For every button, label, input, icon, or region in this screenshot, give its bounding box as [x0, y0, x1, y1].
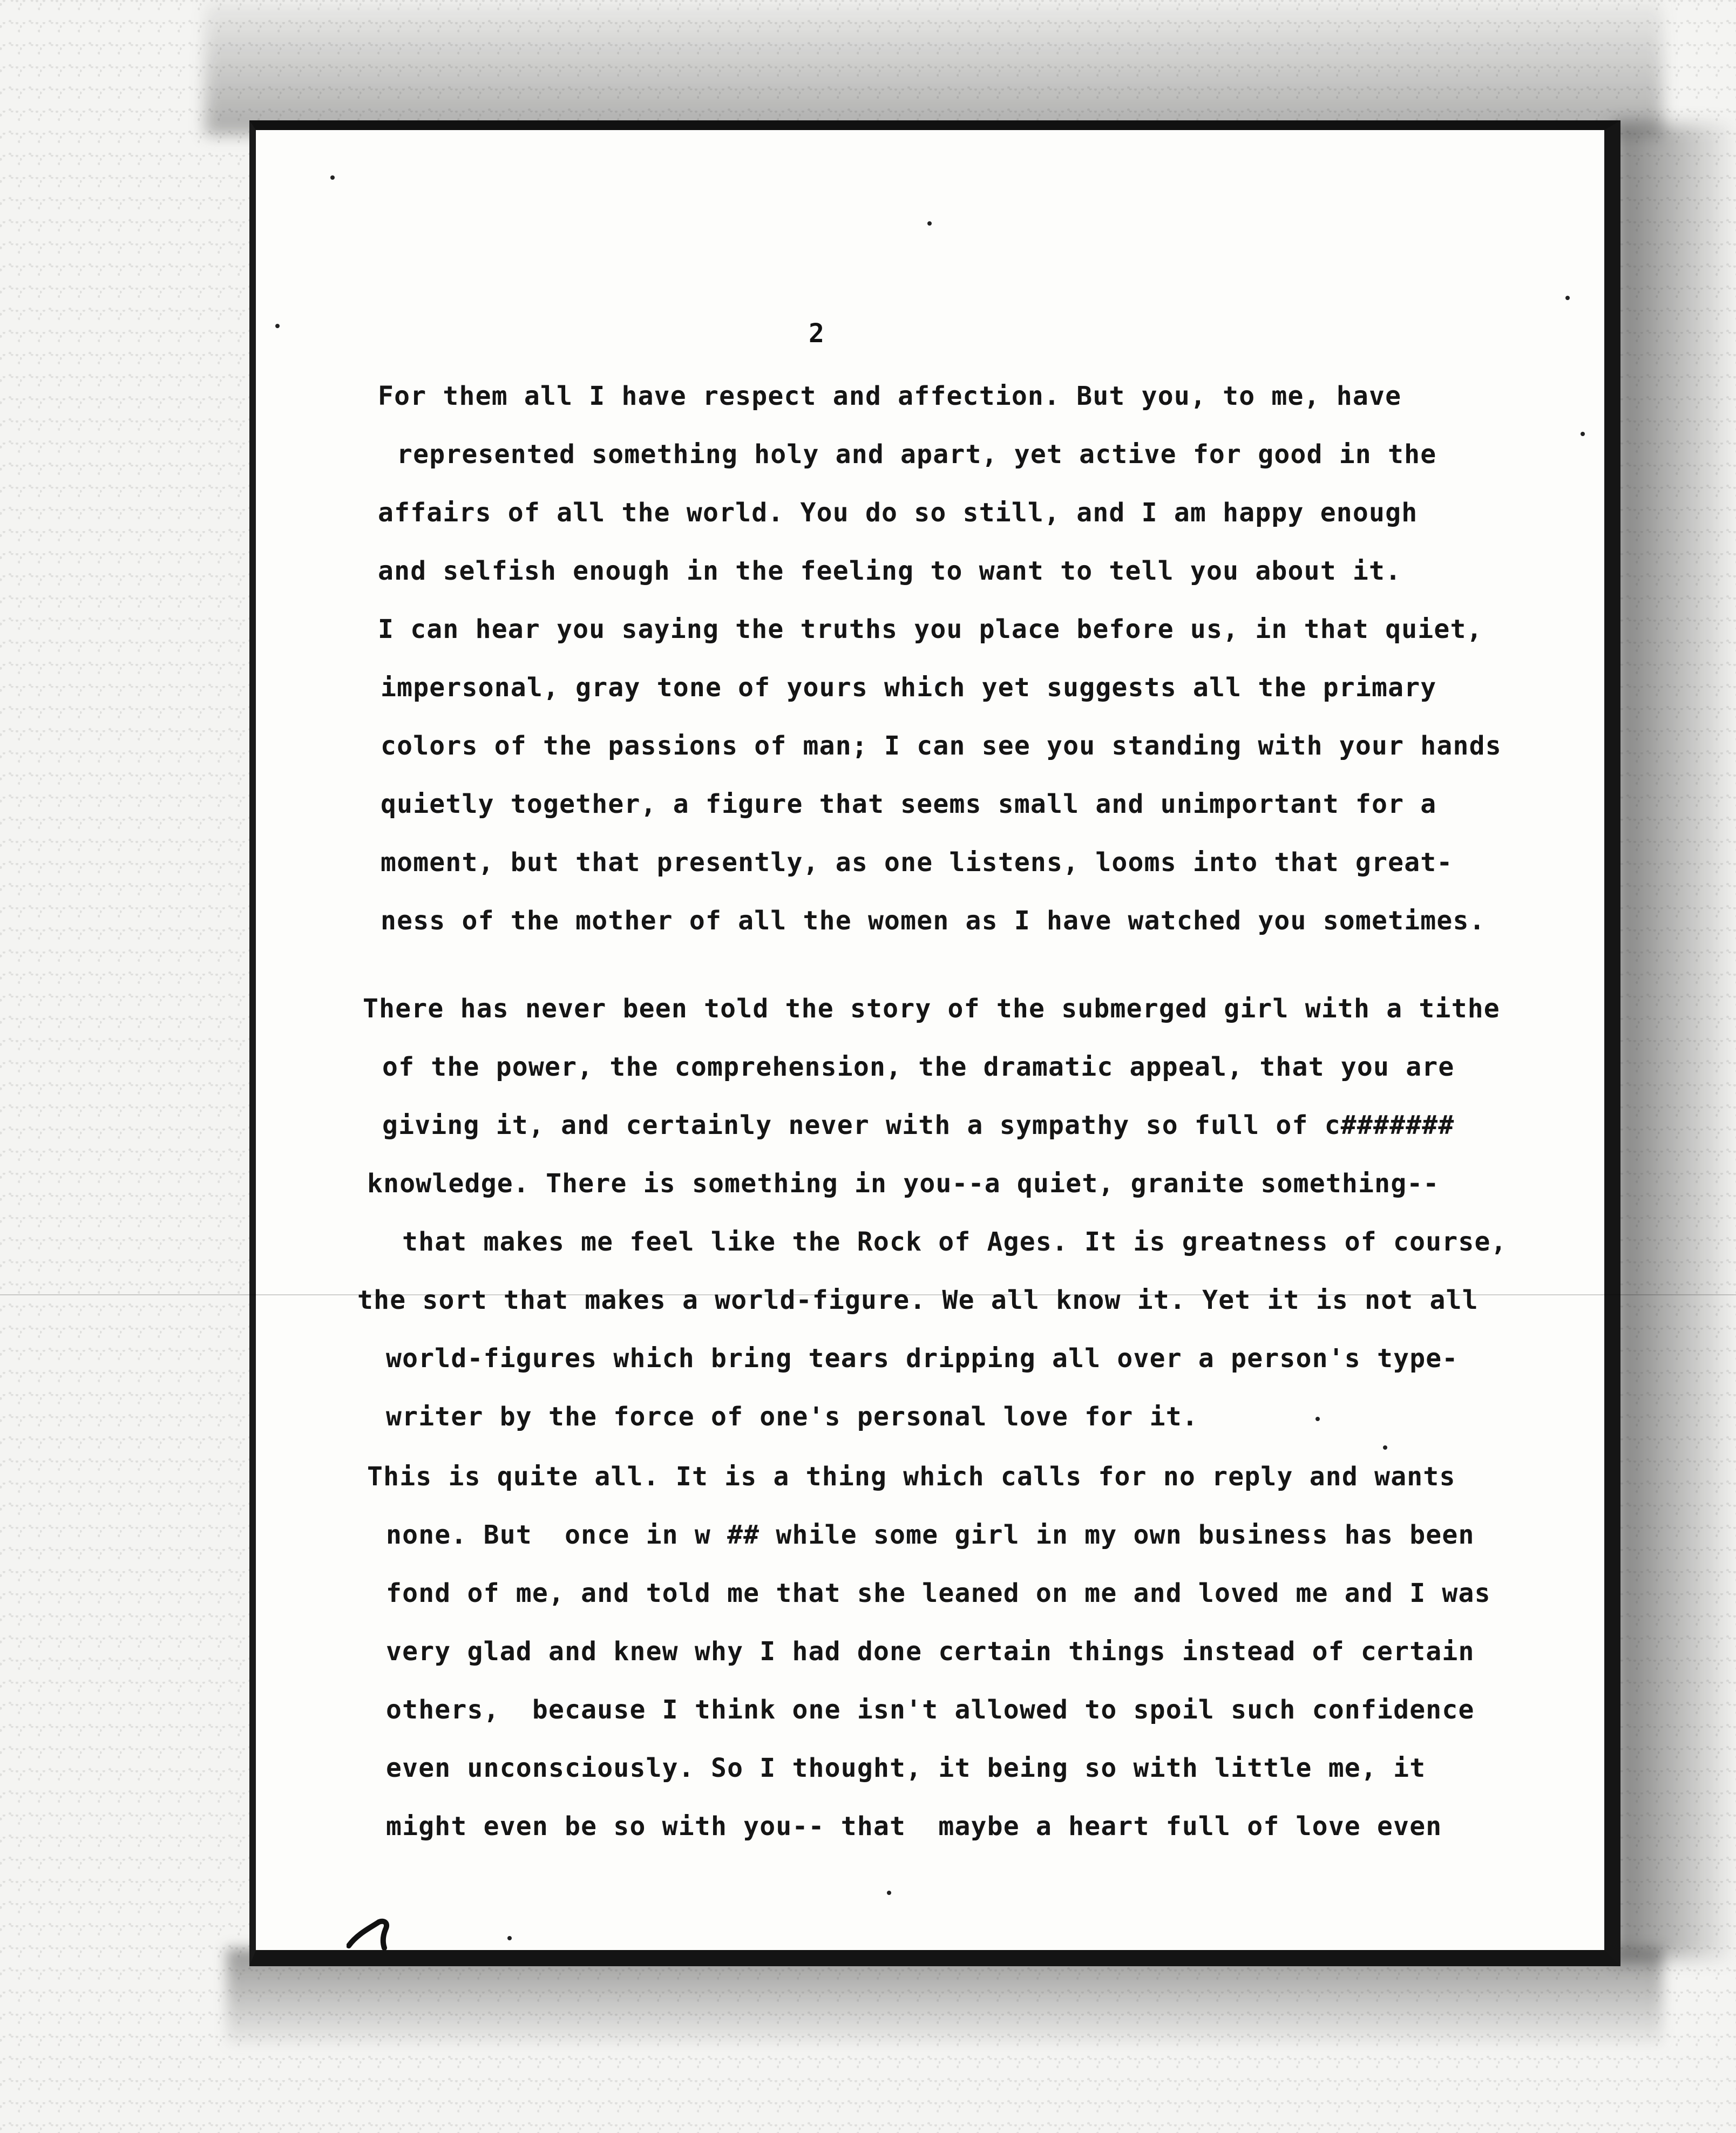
text-line: world-figures which bring tears dripping all over a person's type-: [386, 1343, 1459, 1374]
text-line: that makes me feel like the Rock of Ages. It is greatness of course,: [402, 1227, 1507, 1257]
page-number: 2: [809, 318, 824, 349]
text-line: ness of the mother of all the women as I have watched you sometimes.: [381, 906, 1486, 936]
scan-shadow-top: [205, 0, 1663, 135]
text-line: I can hear you saying the truths you place before us, in that quiet,: [378, 614, 1483, 644]
ink-speck: [1565, 296, 1570, 300]
text-line: fond of me, and told me that she leaned on me and loved me and I was: [386, 1578, 1491, 1608]
text-line: affairs of all the world. You do so still, and I am happy enough: [378, 498, 1418, 528]
ink-speck: [330, 175, 335, 180]
ink-speck: [887, 1891, 891, 1895]
pen-mark-icon: [347, 1918, 395, 1950]
text-line: represented something holy and apart, yet active for good in the: [397, 439, 1437, 470]
text-line: writer by the force of one's personal love for it.: [386, 1402, 1198, 1432]
text-line: This is quite all. It is a thing which calls for no reply and wants: [367, 1462, 1456, 1492]
ink-speck: [927, 221, 932, 226]
text-line: There has never been told the story of the submerged girl with a tithe: [363, 994, 1500, 1024]
ink-speck: [507, 1936, 512, 1940]
text-line: colors of the passions of man; I can see you standing with your hands: [381, 731, 1502, 761]
text-line: others, because I think one isn't allowed to spoil such confidence: [386, 1695, 1475, 1725]
text-line: giving it, and certainly never with a sympathy so full of c#######: [382, 1110, 1455, 1140]
text-line: even unconsciously. So I thought, it being so with little me, it: [386, 1753, 1426, 1783]
text-line: and selfish enough in the feeling to want to tell you about it.: [378, 556, 1402, 586]
text-line: impersonal, gray tone of yours which yet suggests all the primary: [381, 672, 1437, 703]
text-line: For them all I have respect and affection. But you, to me, have: [378, 381, 1402, 411]
text-line: of the power, the comprehension, the dramatic appeal, that you are: [382, 1052, 1455, 1082]
text-line: knowledge. There is something in you--a quiet, granite something--: [367, 1169, 1440, 1199]
ink-speck: [275, 324, 280, 328]
ink-speck: [1383, 1445, 1387, 1450]
ink-speck: [1315, 1417, 1320, 1421]
text-line: moment, but that presently, as one listens, looms into that great-: [381, 847, 1453, 878]
text-line: very glad and knew why I had done certain things instead of certain: [386, 1636, 1475, 1667]
text-line: none. But once in w ## while some girl in my own business has been: [386, 1520, 1475, 1550]
text-line: quietly together, a figure that seems small and unimportant for a: [381, 789, 1437, 819]
ink-speck: [1581, 432, 1585, 436]
text-line: might even be so with you-- that maybe a heart full of love even: [386, 1811, 1442, 1842]
scan-shadow-right: [1614, 124, 1733, 1959]
text-line: the sort that makes a world-figure. We all know it. Yet it is not all: [357, 1285, 1479, 1315]
